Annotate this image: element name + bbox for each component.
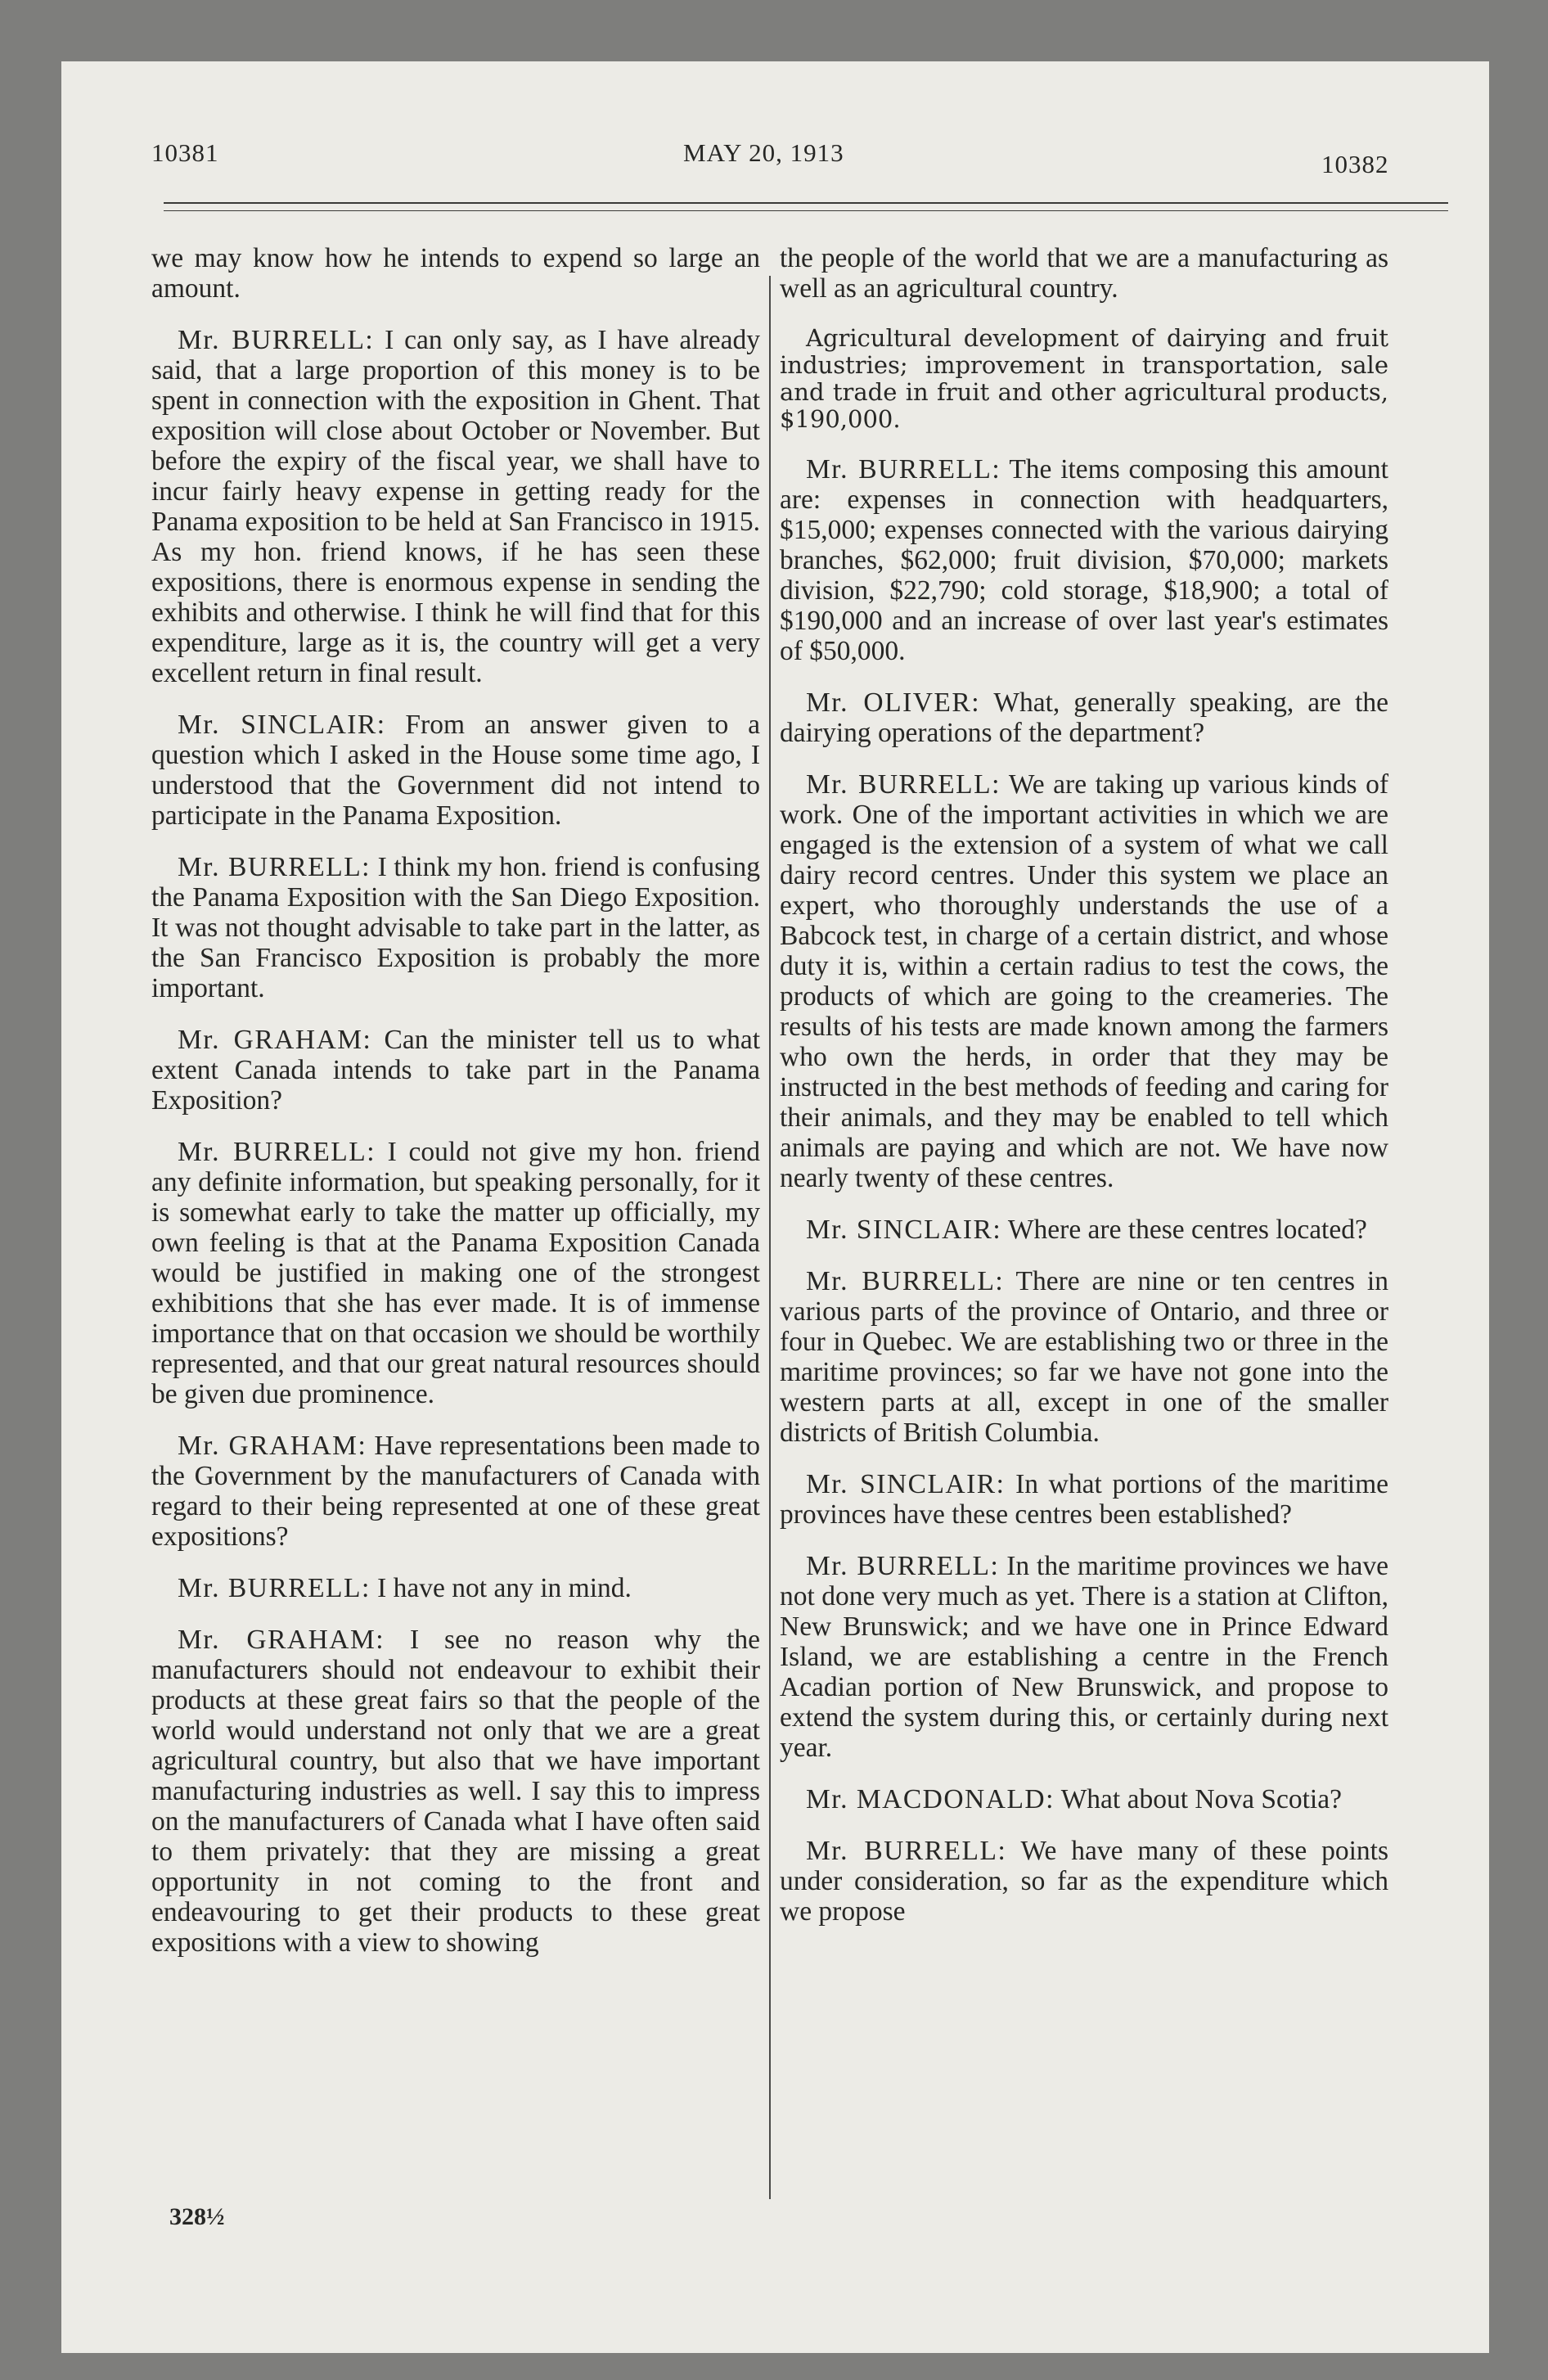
speaker-name: Mr. SINCLAIR:	[178, 710, 386, 740]
signature-mark: 328½	[169, 2203, 225, 2230]
speech-text: Have representations been made to the Government by the manufacturers of Canada with regard to their being represented at one of these great expositions?	[151, 1431, 760, 1552]
paragraph	[151, 1573, 760, 1603]
speaker-name: Mr. GRAHAM:	[178, 1431, 367, 1461]
speech-text: I have not any in mind.	[377, 1573, 632, 1603]
paragraph	[780, 1215, 1388, 1245]
column-divider	[769, 276, 771, 2199]
paragraph	[151, 1025, 760, 1116]
speech-text: Where are these centres located?	[1007, 1215, 1367, 1245]
right-page-number: 10382	[1321, 150, 1389, 178]
speaker-name: Mr. BURRELL:	[806, 454, 1001, 485]
speech-text: I could not give my hon. friend any definite information, but speaking personally, for it is somewhat early to take the matter up officially, my own feeling is that at the Panama Exposition Canada would be justified in making one of the strongest exhibitions that she has ever made. It is of immense importance that on that occasion we should be worthily represented, and that our great natural resources should be given due prominence.	[151, 1137, 760, 1409]
paragraph: we may know how he intends to expend so large an amount.	[151, 243, 760, 304]
paragraph	[780, 769, 1388, 1193]
speaker-name: Mr. BURRELL:	[806, 769, 1001, 800]
speaker-name: Mr. BURRELL:	[806, 1836, 1007, 1866]
paragraph	[780, 1836, 1388, 1927]
speech-text: What about Nova Scotia?	[1060, 1784, 1342, 1814]
paragraph	[780, 1266, 1388, 1448]
paragraph	[780, 1784, 1388, 1814]
paragraph	[151, 325, 760, 688]
header-rule-top	[164, 202, 1448, 204]
header-date: MAY 20, 1913	[683, 138, 844, 167]
paragraph	[151, 1431, 760, 1552]
speech-text: There are nine or ten centres in various parts of the province of Ontario, and three or four in Quebec. We are establishing two or three in the maritime provinces; so far we have not gone into the western parts at all, except in one of the smaller districts of British Columbia.	[780, 1266, 1388, 1448]
speech-text: I can only say, as I have already said, that a large proportion of this money is to be spent in connection with the exposition in Ghent. That exposition will close about October or November. But before the expiry of the fiscal year, we shall have to incur fairly heavy expense in getting ready for the Panama exposition to be held at San Francisco in 1915. As my hon. friend knows, if he has seen these expositions, there is enormous expense in sending the exhibits and otherwise. I think he will find that for this expenditure, large as it is, the country will get a very excellent return in final result.	[151, 325, 760, 688]
speaker-name: Mr. MACDONALD:	[806, 1784, 1055, 1814]
speaker-name: Mr. BURRELL:	[806, 1551, 1000, 1581]
left-column	[151, 243, 760, 1979]
left-page-number: 10381	[151, 138, 219, 167]
speech-text: We are taking up various kinds of work. One of the important activities in which we are engaged is the extension of a system of what we call dairy record centres. Under this system we place an expert, who thoroughly understands the use of a Babcock test, in charge of a certain district, and whose duty it is, within a certain radius to test the cows, the products of which are going to the creameries. The results of his tests are made known among the farmers who own the herds, in order that they may be instructed in the best methods of feeding and caring for their animals, and they may be enabled to tell which animals are paying and which are not. We have now nearly twenty of these centres.	[780, 769, 1388, 1193]
right-column	[780, 243, 1388, 1948]
speaker-name: Mr. BURRELL:	[806, 1266, 1005, 1296]
paragraph	[780, 687, 1388, 748]
speech-text: We have many of these points under consideration, so far as the expenditure which we propose	[780, 1836, 1388, 1927]
speech-text: Can the minister tell us to what extent Canada intends to take part in the Panama Exposition?	[151, 1025, 760, 1116]
paragraph: the people of the world that we are a manufacturing as well as an agricultural country.	[780, 243, 1388, 304]
speaker-name: Mr. SINCLAIR:	[806, 1215, 1002, 1245]
estimate-item: Agricultural development of dairying and fruit industries; improvement in transportation, sale and trade in fruit and other agricultural products, $190,000.	[780, 324, 1388, 433]
speaker-name: Mr. SINCLAIR:	[806, 1469, 1006, 1499]
scanned-page	[61, 61, 1489, 2353]
speech-text: What, generally speaking, are the dairying operations of the department?	[780, 687, 1388, 748]
speech-text: I see no reason why the manufacturers should not endeavour to exhibit their products at these great fairs so that the people of the world would understand not only that we are a great agricultural country, but also that we have important manufacturing industries as well. I say this to impress on the manufacturers of Canada what I have often said to them privately: that they are missing a great opportunity in not coming to the front and endeavouring to get their products to these great expositions with a view to showing	[151, 1625, 760, 1958]
speech-text: I think my hon. friend is confusing the Panama Exposition with the San Diego Exposition. It was not thought advisable to take part in the latter, as the San Francisco Exposition is probably the more important.	[151, 852, 760, 1003]
speaker-name: Mr. GRAHAM:	[178, 1625, 385, 1655]
speaker-name: Mr. BURRELL:	[178, 325, 375, 355]
paragraph	[780, 1469, 1388, 1530]
paragraph	[151, 1625, 760, 1958]
paragraph	[780, 454, 1388, 666]
speech-text: In what portions of the maritime provinces have these centres been established?	[780, 1469, 1388, 1530]
paragraph	[780, 1551, 1388, 1763]
speech-text: The items composing this amount are: expenses in connection with headquarters, $15,000; expenses connected with the various dairying branches, $62,000; fruit division, $70,000; markets division, $22,790; cold storage, $18,900; a total of $190,000 and an increase of over last year's estimates of $50,000.	[780, 454, 1388, 666]
paragraph	[151, 1137, 760, 1409]
speech-text: From an answer given to a question which I asked in the House some time ago, I understood that the Government did not intend to participate in the Panama Exposition.	[151, 710, 760, 831]
speaker-name: Mr. OLIVER:	[806, 687, 981, 718]
speech-text: In the maritime provinces we have not done very much as yet. There is a station at Clifton, New Brunswick; and we have one in Prince Edward Island, we are establishing a centre in the French Acadian portion of New Brunswick, and propose to extend the system during this, or certainly during next year.	[780, 1551, 1388, 1763]
speaker-name: Mr. BURRELL:	[178, 1137, 376, 1167]
header-rule-bottom	[164, 210, 1448, 211]
speaker-name: Mr. BURRELL:	[178, 852, 371, 882]
paragraph	[151, 710, 760, 831]
speaker-name: Mr. BURRELL:	[178, 1573, 371, 1603]
speaker-name: Mr. GRAHAM:	[178, 1025, 372, 1055]
paragraph	[151, 852, 760, 1003]
